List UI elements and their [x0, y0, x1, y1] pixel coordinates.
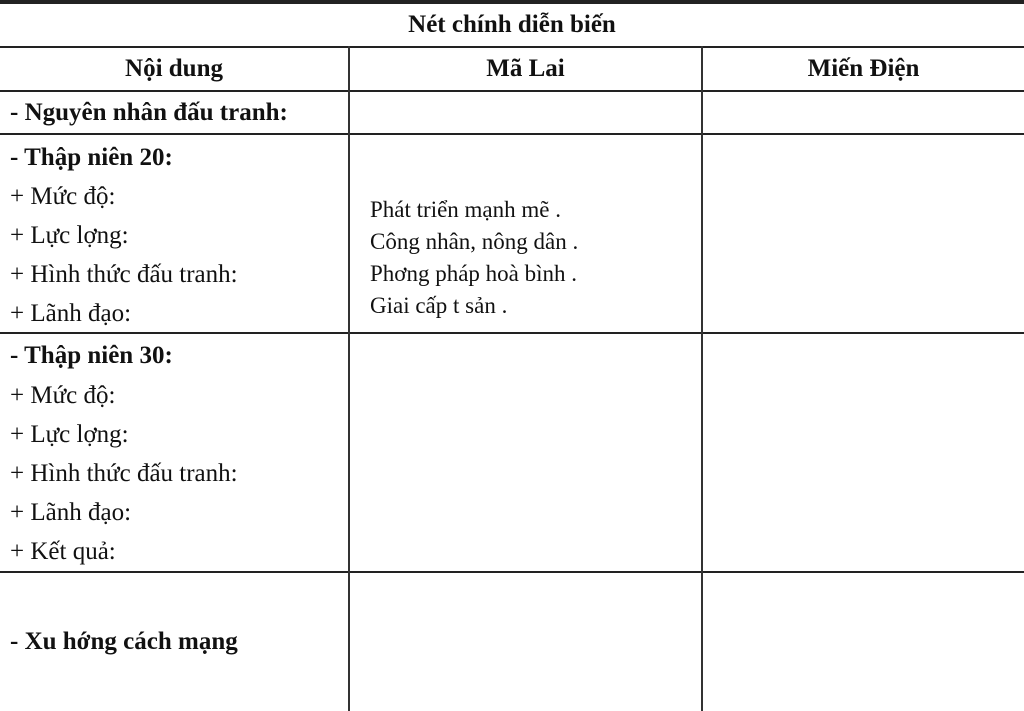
row-label-xu-huong: - Xu hớng cách mạng	[10, 628, 238, 655]
list-item: + Mức độ:	[10, 382, 116, 409]
row-divider	[0, 133, 1024, 135]
list-item: + Mức độ:	[10, 183, 116, 210]
ma-lai-value: Phơng pháp hoà bình .	[370, 261, 578, 286]
header-mien-dien: Miến Điện	[807, 55, 920, 82]
row-divider	[0, 46, 1024, 48]
column-divider	[348, 46, 350, 711]
list-item: + Hình thức đấu tranh:	[10, 460, 238, 487]
header-noi-dung: Nội dung	[125, 55, 223, 82]
column-divider	[701, 46, 703, 711]
header-ma-lai: Mã Lai	[486, 55, 565, 82]
row-label-nguyen-nhan: - Nguyên nhân đấu tranh:	[10, 99, 288, 126]
row-divider	[0, 90, 1024, 92]
row-divider	[0, 332, 1024, 334]
ma-lai-value: Giai cấp t sản .	[370, 293, 508, 318]
list-item: + Kết quả:	[10, 538, 116, 565]
table-title: Nét chính diễn biến	[408, 11, 616, 38]
list-item: + Lực lợng:	[10, 222, 129, 249]
list-item: + Lực lợng:	[10, 421, 129, 448]
table-border-top	[0, 0, 1024, 4]
list-item: + Hình thức đấu tranh:	[10, 261, 238, 288]
list-item: + Lãnh đạo:	[10, 300, 132, 327]
row-divider	[0, 571, 1024, 573]
ma-lai-value: Phát triển mạnh mẽ .	[370, 197, 561, 222]
row-label-thap-nien-30: - Thập niên 30:	[10, 342, 173, 369]
list-item: + Lãnh đạo:	[10, 499, 132, 526]
row-label-thap-nien-20: - Thập niên 20:	[10, 144, 173, 171]
ma-lai-value: Công nhân, nông dân .	[370, 229, 579, 254]
